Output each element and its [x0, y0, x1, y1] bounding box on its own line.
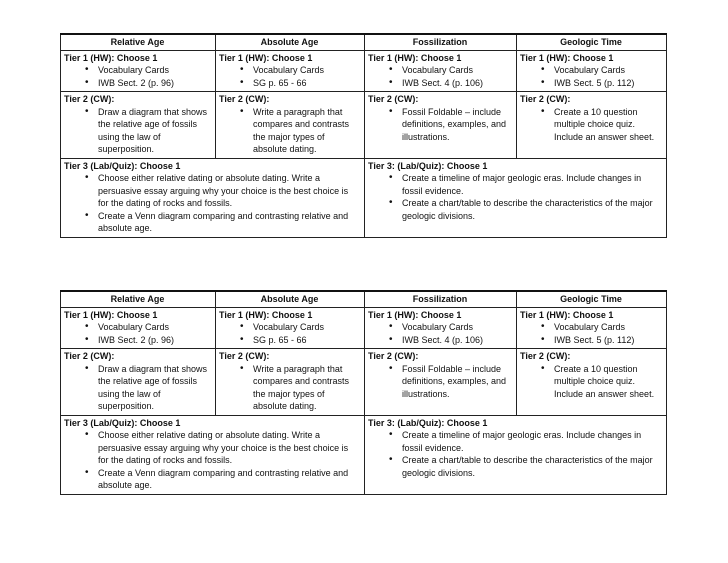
tier1-row	[61, 307, 667, 349]
tier2-cell	[365, 92, 517, 159]
list-item: • SG p. 65 - 66	[253, 77, 360, 90]
list-item: • Vocabulary Cards	[98, 64, 211, 77]
tier3-row	[61, 158, 667, 237]
list-item: • IWB Sect. 2 (p. 96)	[98, 77, 211, 90]
list-item: • Vocabulary Cards	[554, 64, 662, 77]
tier-label: Tier 1 (HW): Choose 1	[368, 52, 462, 63]
list-item: • IWB Sect. 4 (p. 106)	[402, 334, 512, 347]
list-item: • Create a Venn diagram comparing and contrasting relative and absolute age.	[98, 467, 360, 492]
list-item: • Create a timeline of major geologic eras. Include changes in fossil evidence.	[402, 429, 662, 454]
tier1-cell	[216, 50, 365, 92]
tier2-cell	[61, 92, 216, 159]
tier1-cell	[216, 307, 365, 349]
list-item: • Choose either relative dating or absolute dating. Write a persuasive essay arguing why your choice is the best choice is for the dating of rocks and fossils.	[98, 172, 360, 210]
list-item: • Fossil Foldable – include definitions, examples, and illustrations.	[402, 106, 512, 144]
header-geologic-time: Geologic Time	[517, 34, 667, 50]
tier2-cell	[61, 349, 216, 416]
list-item: • Create a 10 question multiple choice quiz. Include an answer sheet.	[554, 106, 662, 144]
tier-label: Tier 3: (Lab/Quiz): Choose 1	[368, 160, 488, 171]
tier2-cell	[216, 92, 365, 159]
list-item: • IWB Sect. 5 (p. 112)	[554, 334, 662, 347]
choice-board-1	[60, 33, 666, 238]
list-item: • Fossil Foldable – include definitions, examples, and illustrations.	[402, 363, 512, 401]
list-item: • Create a 10 question multiple choice quiz. Include an answer sheet.	[554, 363, 662, 401]
tier2-cell	[216, 349, 365, 416]
tier-label: Tier 2 (CW):	[64, 351, 115, 361]
list-item: • Vocabulary Cards	[402, 64, 512, 77]
tier-label: Tier 1 (HW): Choose 1	[520, 309, 614, 320]
choice-board-table	[60, 33, 667, 238]
tier1-cell	[517, 307, 667, 349]
tier3-cell-left	[61, 415, 365, 494]
list-item: • Draw a diagram that shows the relative age of fossils using the law of superposition.	[98, 363, 211, 413]
header-fossilization: Fossilization	[365, 34, 517, 50]
tier-label: Tier 2 (CW):	[368, 94, 419, 104]
list-item: • SG p. 65 - 66	[253, 334, 360, 347]
header-geologic-time: Geologic Time	[517, 291, 667, 307]
header-absolute-age: Absolute Age	[216, 34, 365, 50]
tier-label: Tier 3 (Lab/Quiz): Choose 1	[64, 160, 181, 171]
header-absolute-age: Absolute Age	[216, 291, 365, 307]
tier-label: Tier 2 (CW):	[219, 94, 270, 104]
tier-label: Tier 1 (HW): Choose 1	[520, 52, 614, 63]
tier-label: Tier 1 (HW): Choose 1	[64, 309, 158, 320]
header-fossilization: Fossilization	[365, 291, 517, 307]
tier-label: Tier 1 (HW): Choose 1	[64, 52, 158, 63]
list-item: • Vocabulary Cards	[554, 321, 662, 334]
choice-board-2	[60, 290, 666, 495]
tier1-cell	[61, 50, 216, 92]
tier1-cell	[365, 307, 517, 349]
header-relative-age: Relative Age	[61, 34, 216, 50]
tier3-row	[61, 415, 667, 494]
tier1-cell	[61, 307, 216, 349]
tier1-cell	[365, 50, 517, 92]
list-item: • Vocabulary Cards	[253, 64, 360, 77]
list-item: • Write a paragraph that compares and contrasts the major types of absolute dating.	[253, 106, 360, 156]
list-item: • Create a Venn diagram comparing and contrasting relative and absolute age.	[98, 210, 360, 235]
tier3-cell-right	[365, 158, 667, 237]
tier3-cell-left	[61, 158, 365, 237]
list-item: • Choose either relative dating or absolute dating. Write a persuasive essay arguing why your choice is the best choice is for the dating of rocks and fossils.	[98, 429, 360, 467]
tier2-row	[61, 92, 667, 159]
tier-label: Tier 3 (Lab/Quiz): Choose 1	[64, 417, 181, 428]
tier2-row	[61, 349, 667, 416]
list-item: • Vocabulary Cards	[98, 321, 211, 334]
list-item: • Vocabulary Cards	[402, 321, 512, 334]
list-item: • Create a chart/table to describe the characteristics of the major geologic divisions.	[402, 454, 662, 479]
tier2-cell	[517, 92, 667, 159]
tier-label: Tier 2 (CW):	[368, 351, 419, 361]
choice-board-table	[60, 290, 667, 495]
list-item: • Write a paragraph that compares and contrasts the major types of absolute dating.	[253, 363, 360, 413]
tier-label: Tier 1 (HW): Choose 1	[219, 309, 313, 320]
tier3-cell-right	[365, 415, 667, 494]
tier2-cell	[517, 349, 667, 416]
list-item: • IWB Sect. 5 (p. 112)	[554, 77, 662, 90]
list-item: • Create a timeline of major geologic eras. Include changes in fossil evidence.	[402, 172, 662, 197]
tier-label: Tier 2 (CW):	[219, 351, 270, 361]
tier-label: Tier 1 (HW): Choose 1	[219, 52, 313, 63]
list-item: • Create a chart/table to describe the characteristics of the major geologic divisions.	[402, 197, 662, 222]
header-row	[61, 291, 667, 307]
tier-label: Tier 1 (HW): Choose 1	[368, 309, 462, 320]
tier-label: Tier 2 (CW):	[64, 94, 115, 104]
tier-label: Tier 2 (CW):	[520, 351, 571, 361]
list-item: • Draw a diagram that shows the relative age of fossils using the law of superposition.	[98, 106, 211, 156]
tier1-row	[61, 50, 667, 92]
list-item: • IWB Sect. 4 (p. 106)	[402, 77, 512, 90]
tier2-cell	[365, 349, 517, 416]
tier-label: Tier 2 (CW):	[520, 94, 571, 104]
tier-label: Tier 3: (Lab/Quiz): Choose 1	[368, 417, 488, 428]
list-item: • Vocabulary Cards	[253, 321, 360, 334]
tier1-cell	[517, 50, 667, 92]
list-item: • IWB Sect. 2 (p. 96)	[98, 334, 211, 347]
header-row	[61, 34, 667, 50]
header-relative-age: Relative Age	[61, 291, 216, 307]
